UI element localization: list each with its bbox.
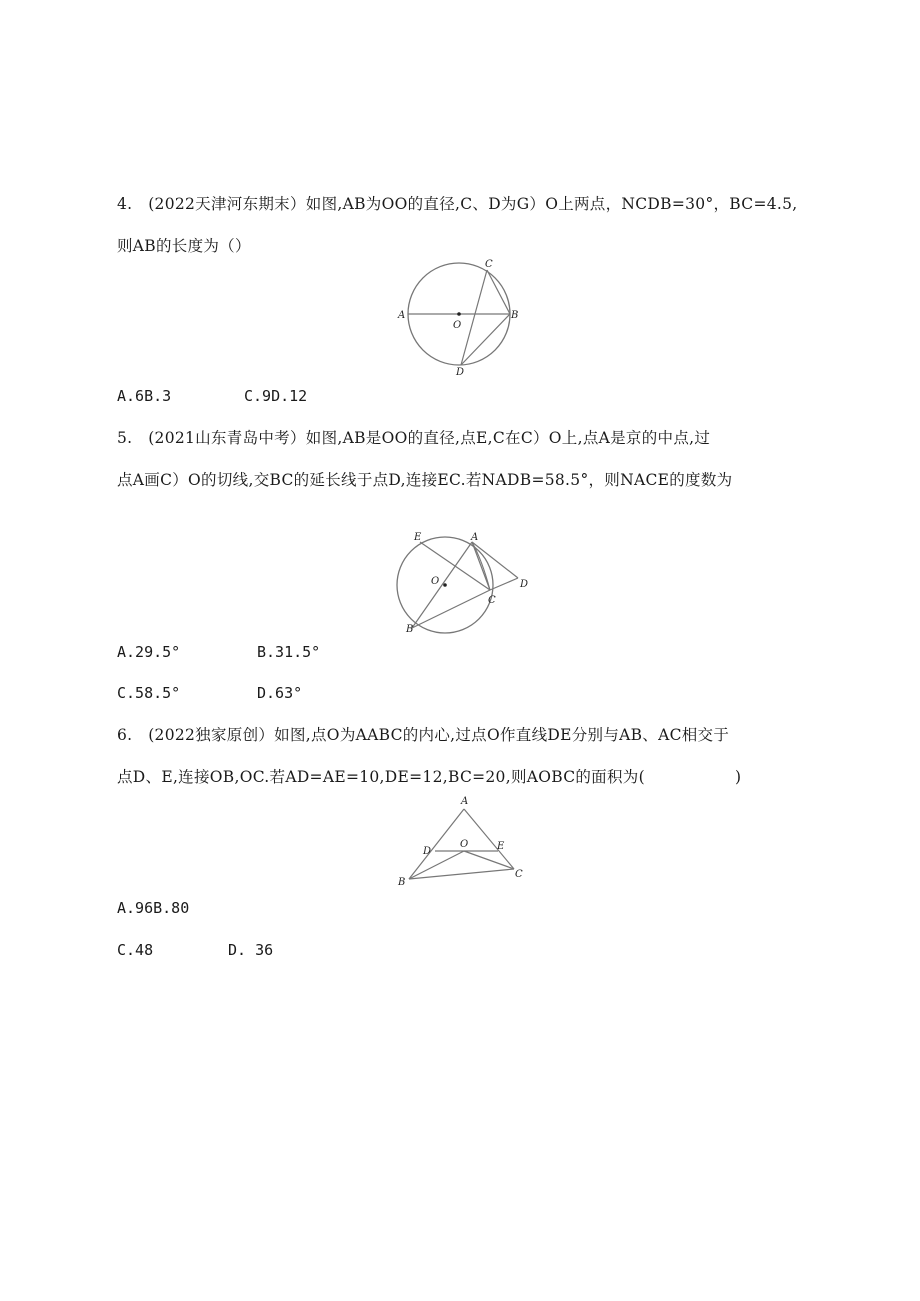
- q5-option-a: A.29.5°: [117, 643, 181, 661]
- q6-answer-paren-close: ): [734, 768, 742, 786]
- q4-label-c: C: [485, 259, 493, 270]
- q4-label-o: O: [453, 320, 462, 331]
- q5-label-o: O: [431, 576, 440, 587]
- q6-label-d: D: [423, 846, 432, 857]
- q5-stem-line1: 5. (2021山东青岛中考）如图,AB是OO的直径,点E,C在C）O上,点A是京的中点,过: [117, 429, 711, 447]
- q6-stem-line2: [117, 767, 741, 787]
- q5-option-c: C.58.5°: [117, 684, 181, 702]
- q5-label-c: C: [488, 595, 496, 606]
- q4-label-a: A: [398, 310, 406, 321]
- q4-options-cd: C.9D.12: [244, 387, 308, 405]
- q5-label-e: E: [414, 532, 422, 543]
- q5-option-b: B.31.5°: [257, 643, 321, 661]
- q4-options-ab: A.6B.3: [117, 387, 172, 405]
- q5-label-b: B: [406, 624, 414, 635]
- q4-stem-line1: 4. (2022天津河东期末）如图,AB为OO的直径,C、D为G）O上两点，NCDB=30°，BC=4.5,: [117, 195, 798, 213]
- q4-figure-circle: [395, 258, 530, 380]
- q6-label-b: B: [398, 877, 406, 888]
- q4-stem-line2: 则AB的长度为（）: [117, 237, 251, 255]
- q5-option-d: D.63°: [257, 684, 303, 702]
- q4-label-b: B: [511, 310, 519, 321]
- q6-label-e: E: [497, 841, 505, 852]
- q5-figure-circle: [400, 530, 535, 640]
- q5-label-d: D: [520, 579, 529, 590]
- q6-stem-line1: 6. (2022独家原创）如图,点O为AABC的内心,过点O作直线DE分别与AB、AC相交于: [117, 726, 730, 744]
- q6-label-o: O: [460, 839, 469, 850]
- q6-label-a: A: [461, 796, 469, 807]
- q4-label-d: D: [456, 367, 465, 378]
- q6-stem-line2-text: 点D、E,连接OB,OC.若AD=AE=10,DE=12,BC=20,则AOBC的面积为(: [117, 768, 645, 786]
- q6-option-d: D. 36: [228, 941, 274, 959]
- q5-label-a: A: [471, 532, 479, 543]
- q6-options-ab: A.96B.80: [117, 899, 190, 917]
- q6-figure-triangle: [395, 793, 530, 893]
- q6-label-c: C: [515, 869, 523, 880]
- q6-option-c: C.48: [117, 941, 154, 959]
- q5-stem-line2: 点A画C）O的切线,交BC的延长线于点D,连接EC.若NADB=58.5°，则NACE的度数为: [117, 471, 733, 489]
